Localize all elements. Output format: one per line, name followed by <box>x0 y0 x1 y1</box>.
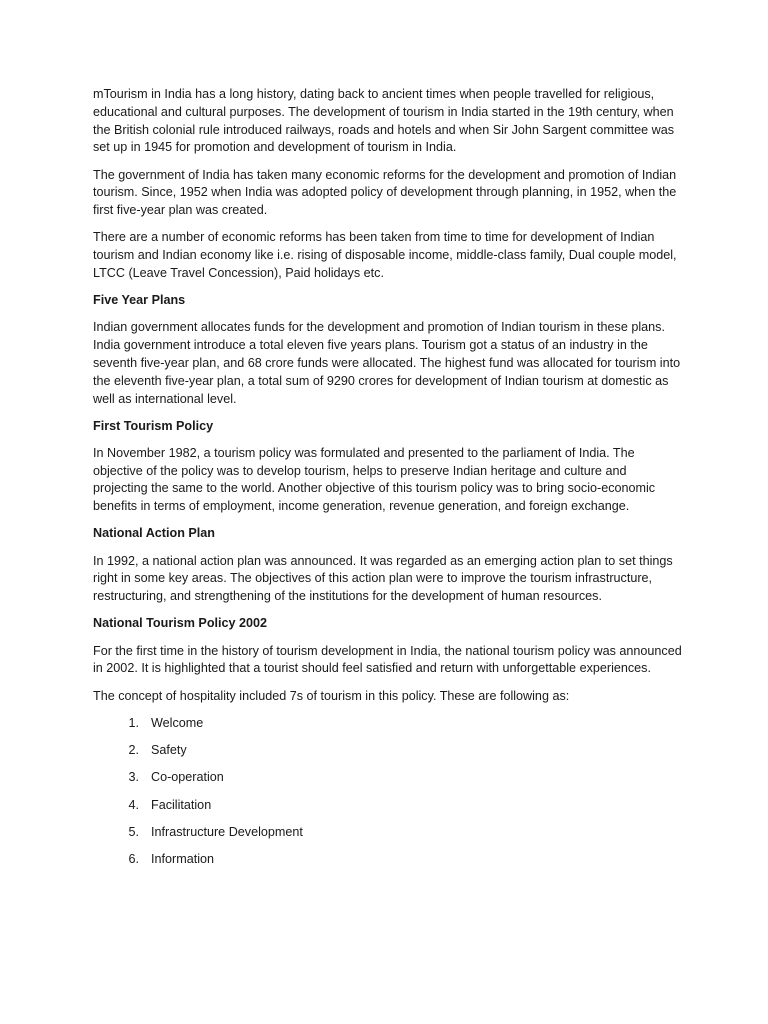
list-item-text: Safety <box>151 743 187 758</box>
seven-s-list <box>93 715 683 869</box>
intro-paragraph: mTourism in India has a long history, dating back to ancient times when people travelled for religious, educational and cultural purposes. The development of tourism in India started in the 19th century, when the British colonial rule introduced railways, roads and hotels and when Sir John Sargent committee was set up in 1945 for promotion and development of tourism in India. <box>93 87 675 155</box>
list-item <box>93 797 683 815</box>
list-item-number: 6. <box>128 852 139 867</box>
list-item-number: 1. <box>128 715 139 730</box>
national-tourism-policy-paragraph: For the first time in the history of tourism development in India, the national tourism policy was announced in 2002. It is highlighted that a tourist should feel satisfied and return with unforgettable experiences. <box>93 643 682 676</box>
hospitality-concept-paragraph: The concept of hospitality included 7s of tourism in this policy. These are following as: <box>93 688 570 703</box>
document-body <box>93 86 683 879</box>
national-action-plan-paragraph: In 1992, a national action plan was announced. It was regarded as an emerging action plan to set things right in some key areas. The objectives of this action plan were to improve the tourism infrastructure, restructuring, and strengthening of the institutions for the development of human resources. <box>93 553 673 604</box>
five-year-plans-paragraph: Indian government allocates funds for the development and promotion of Indian tourism in these plans. India government introduce a total eleven five years plans. Tourism got a status of an industry in the seventh five-year plan, and 68 crore funds were allocated. The highest fund was allocated for tourism into the eleventh five-year plan, a total sum of 9290 crores for development of Indian tourism at domestic as well as international level. <box>93 320 681 406</box>
list-item-text: Information <box>151 852 214 867</box>
five-year-plans-heading: Five Year Plans <box>93 293 186 308</box>
government-paragraph: The government of India has taken many economic reforms for the development and promotion of Indian tourism. Since, 1952 when India was adopted policy of development through planning, in 1952, when the first five-year plan was created. <box>93 167 677 218</box>
first-tourism-policy-paragraph: In November 1982, a tourism policy was formulated and presented to the parliament of India. The objective of the policy was to develop tourism, helps to preserve Indian heritage and culture and projecting the same to the world. Another objective of this tourism policy was to bring socio-economic benefits in terms of employment, income generation, revenue generation, and foreign exchange. <box>93 445 656 514</box>
list-item <box>93 769 683 787</box>
list-item-text: Facilitation <box>151 797 212 812</box>
list-item-text: Co-operation <box>151 770 224 785</box>
list-item-text: Infrastructure Development <box>151 824 303 839</box>
first-tourism-policy-heading: First Tourism Policy <box>93 418 214 433</box>
national-tourism-policy-heading: National Tourism Policy 2002 <box>93 616 268 631</box>
list-item <box>93 824 683 842</box>
list-item-number: 3. <box>128 770 139 785</box>
national-action-plan-heading: National Action Plan <box>93 526 215 541</box>
list-item-text: Welcome <box>151 715 204 730</box>
list-item <box>93 851 683 869</box>
list-item-number: 4. <box>128 797 139 812</box>
reforms-paragraph: There are a number of economic reforms has been taken from time to time for development of Indian tourism and Indian economy like i.e. rising of disposable income, middle-class family, Dual couple model, LTCC (Leave Travel Concession), Paid holidays etc. <box>93 230 677 280</box>
list-item-number: 5. <box>128 824 139 839</box>
list-item <box>93 715 683 733</box>
list-item-number: 2. <box>128 743 139 758</box>
list-item <box>93 742 683 760</box>
